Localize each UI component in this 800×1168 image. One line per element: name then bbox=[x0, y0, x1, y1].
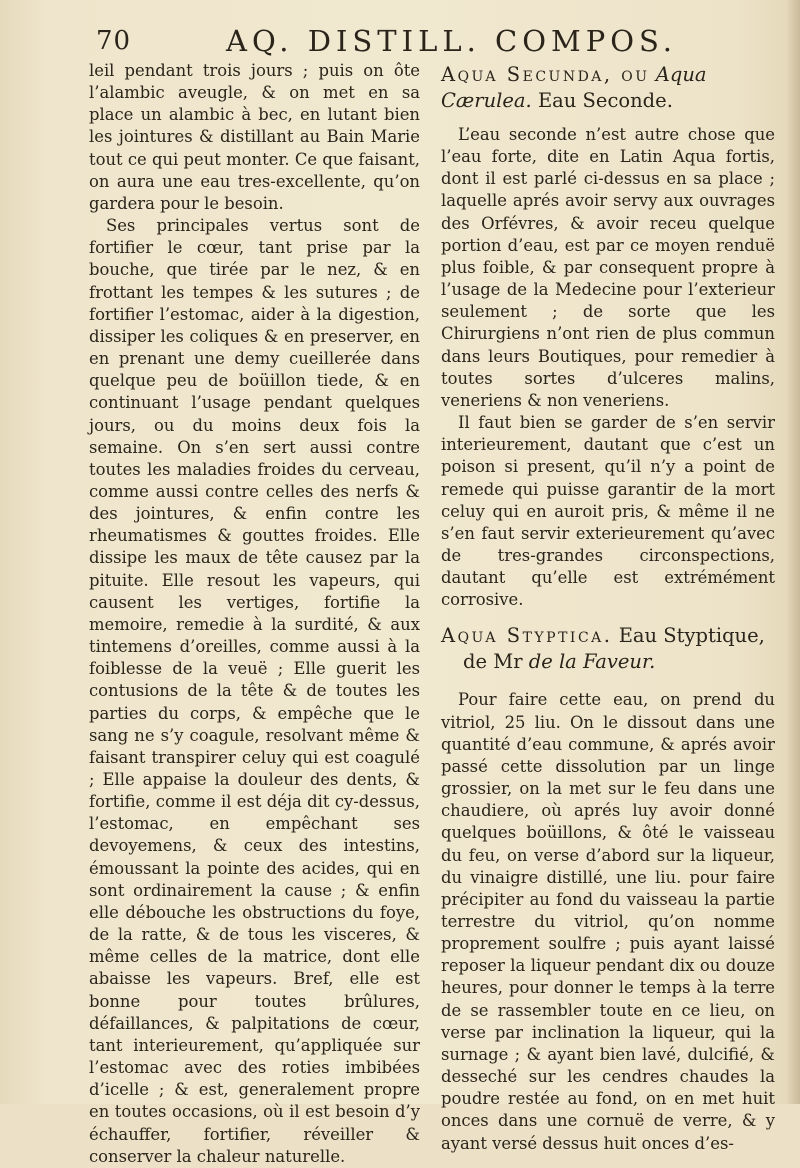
heading-title: Aqua Secunda, ou bbox=[441, 63, 650, 86]
page-number: 70 bbox=[96, 26, 132, 56]
page-edge-shadow bbox=[786, 0, 800, 1104]
paragraph: L’eau seconde n’est autre chose que l’eau forte, dite en Latin Aqua fortis, dont il est parlé ci-dessus en sa place ; laquelle aprés avoir servy aux ouvrages des Orfévres, & avoir receu quelque portion d’eau, est par ce moyen renduë plus foible, & par consequent propre à l’usage de la Medecine pour l’exterieur seulement ; de sorte que les Chirurgiens n’ont rien de plus commun dans leurs Boutiques, pour remedier à toutes sortes d’ulceres malins, veneriens & non veneriens. bbox=[441, 125, 775, 410]
right-column bbox=[441, 60, 775, 1155]
section-heading-aqua-secunda bbox=[441, 62, 775, 114]
paragraph: leil pendant trois jours ; puis on ôte l’alambic aveugle, & on met en sa place un alambic à bec, en lutant bien les jointures & distillant au Bain Marie tout ce qui peut monter. Ce que faisant, on aura une eau tres-excellente, qu’on gardera pour le besoin. bbox=[89, 61, 420, 213]
page-header bbox=[96, 22, 776, 62]
running-head: AQ. DISTILL. COMPOS. bbox=[226, 24, 678, 58]
heading-author-line bbox=[441, 649, 775, 675]
heading-latin-name: Aqua Cærulea. bbox=[441, 63, 707, 112]
heading-french-name: Eau Styptique, bbox=[618, 624, 765, 648]
heading-title: Aqua Styptica. bbox=[441, 624, 613, 648]
paragraph: Pour faire cette eau, on prend du vitriol, 25 liu. On le dissout dans une quantité d’eau commune, & aprés avoir passé cette dissolution par un linge grossier, on la met sur le feu dans une chaudiere, où aprés luy avoir donné quelques boüillons, & ôté le vaisseau du feu, on verse d’abord sur la liqueur, du vinaigre distillé, une liu. pour faire précipiter au fond du vaisseau la partie terrestre du vitriol, qu’on nomme proprement soulfre ; puis ayant laissé reposer la liqueur pendant dix ou douze heures, pour donner le temps à la terre de se rassembler toute en ce lieu, on verse par inclination la liqueur, qui la surnage ; & ayant bien lavé, dulcifié, & desseché sur les cendres chaudes la poudre restée au fond, on en met huit onces dans une cornuë de verre, & y ayant versé dessus huit onces d’es- bbox=[441, 690, 775, 1153]
paragraph: Il faut bien se garder de s’en servir interieurement, dautant que c’est un poison si present, qu’il n’y a point de remede qui puisse garantir de la mort celuy qui en auroit pris, & même il ne s’en faut servir exterieurement qu’avec de tres-grandes circonspections, dautant qu’elle est extrémément corrosive. bbox=[441, 413, 775, 610]
paragraph: Ses principales vertus sont de fortifier le cœur, tant prise par la bouche, que tirée par le nez, & en frottant les tempes & les sutures ; de fortifier l’estomac, aider à la digestion, dissiper les coliques & en preserver, en en prenant une demy cueillerée dans quelque peu de boüillon tiede, & en continuant l’usage pendant quelques jours, ou du moins deux fois la semaine. On s’en sert aussi contre toutes les maladies froides du cerveau, comme aussi contre celles des nerfs & des jointures, & enfin contre les rheumatismes & gouttes froides. Elle dissipe les maux de tête causez par la pituite. Elle resout les vapeurs, qui causent les vertiges, fortifie la memoire, remedie à la surdité, & aux tintemens d’oreilles, comme aussi à la foiblesse de la veuë ; Elle guerit les contusions de la tête & de toutes les parties du corps, & empêche que le sang ne s’y coagule, resolvant même & faisant transpirer celuy qui est coagulé ; Elle appaise la douleur des dents, & fortifie, comme il est déja dit cy-dessus, l’estomac, en empêchant ses devoyemens, & ceux des intestins, émoussant la pointe des acides, qui en sont ordinairement la cause ; & enfin elle débouche les obstructions du foye, de la ratte, & de tous les visceres, & même celles de la matrice, dont elle abaisse les vapeurs. Bref, elle est bonne pour toutes brûlures, défaillances, & palpitations de cœur, tant interieurement, qu’appliquée sur l’estomac avec des roties imbibées d’icelle ; & est, generalement propre en toutes occasions, où il est besoin d’y échauffer, fortifier, réveiller & conserver la chaleur naturelle. bbox=[89, 216, 420, 1166]
section-heading-aqua-styptica bbox=[441, 623, 775, 675]
heading-author-name: de la Faveur. bbox=[528, 650, 656, 674]
left-column bbox=[89, 60, 420, 1168]
heading-author-prefix: de Mr bbox=[463, 650, 523, 674]
heading-french-name: Eau Seconde. bbox=[537, 89, 673, 112]
